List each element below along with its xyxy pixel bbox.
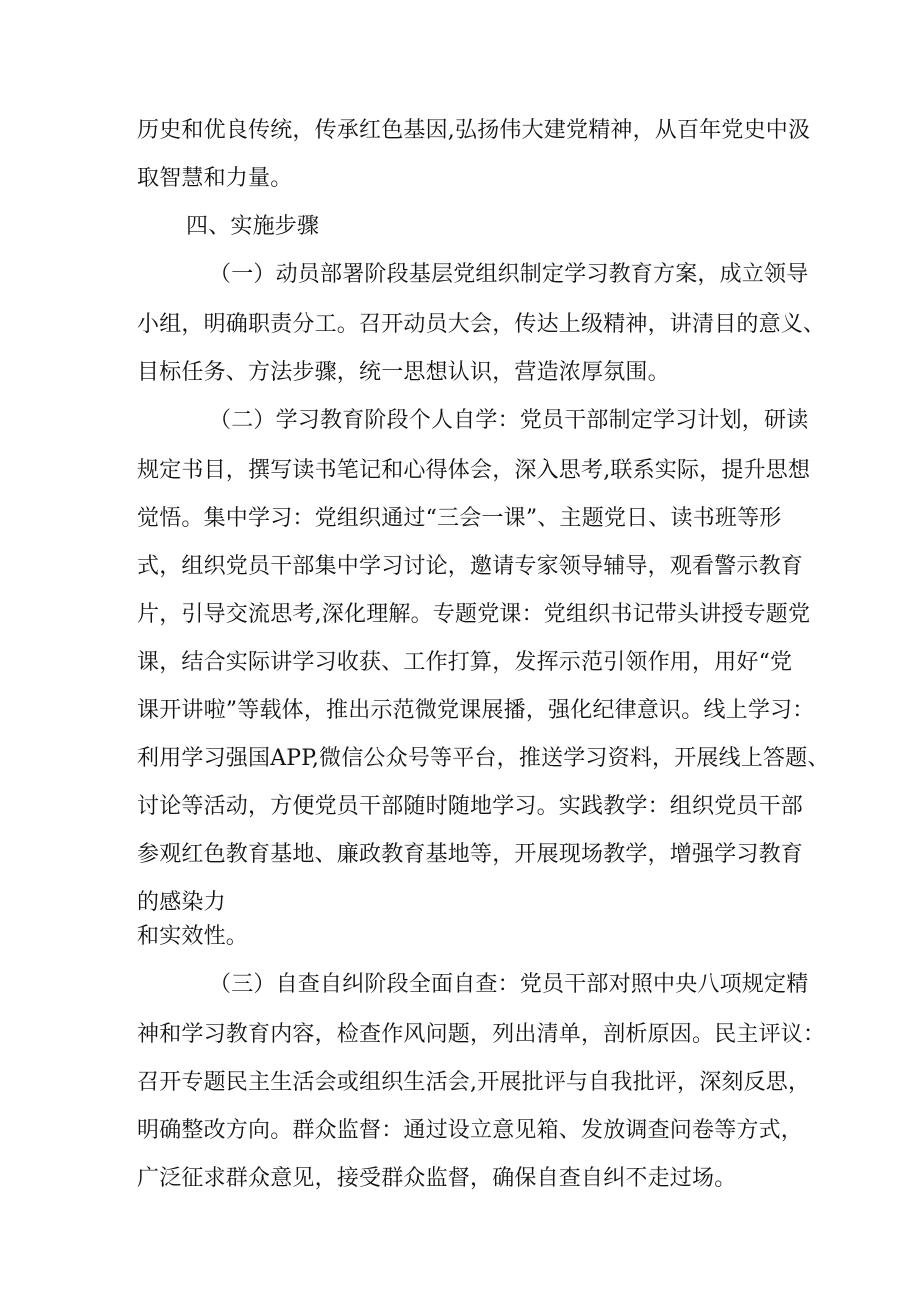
paragraph-line: 参观红色教育基地、廉政教育基地等，开展现场教学，增强学习教育 [137, 842, 804, 867]
paragraph-line: 利用学习强国APP,微信公众号等平台，推送学习资料，开展线上答题、 [137, 746, 830, 771]
paragraph-line: 讨论等活动，方便党员干部随时随地学习。实践教学：组织党员干部 [137, 794, 804, 819]
paragraph-line: 目标任务、方法步骤，统一思想认识，营造浓厚氛围。 [137, 360, 670, 385]
paragraph-line: 召开专题民主生活会或组织生活会,开展批评与自我批评，深刻反思， [137, 1070, 811, 1095]
paragraph-line: 片，引导交流思考,深化理解。专题党课：党组织书记带头讲授专题党 [137, 602, 811, 627]
paragraph-line: 式，组织党员干部集中学习讨论，邀请专家领导辅导，观看警示教育 [137, 554, 804, 579]
paragraph-line: 觉悟。集中学习：党组织通过“三会一课”、主题党日、读书班等形 [137, 506, 782, 531]
paragraph-line: 课开讲啦”等载体，推出示范微党课展播，强化纪律意识。线上学习： [137, 698, 815, 723]
paragraph-line: 课，结合实际讲学习收获、工作打算，发挥示范引领作用，用好“党 [137, 650, 793, 675]
paragraph-line: 规定书目，撰写读书笔记和心得体会，深入思考,联系实际，提升思想 [137, 458, 811, 483]
paragraph-line: 历史和优良传统，传承红色基因,弘扬伟大建党精神，从百年党史中汲 [137, 118, 811, 143]
paragraph-line: 小组，明确职责分工。召开动员大会，传达上级精神，讲清目的意义、 [137, 312, 826, 337]
paragraph-line: 取智慧和力量。 [137, 166, 293, 191]
section-heading: 四、实施步骤 [186, 214, 320, 239]
paragraph-line: （三）自查自纠阶段全面自查：党员干部对照中央八项规定精 [209, 972, 809, 997]
paragraph-line: （一）动员部署阶段基层党组织制定学习教育方案，成立领导 [209, 262, 809, 287]
paragraph-line: 和实效性。 [137, 924, 249, 949]
paragraph-line: （二）学习教育阶段个人自学：党员干部制定学习计划，研读 [209, 408, 809, 433]
paragraph-line: 的感染力 [137, 890, 226, 915]
paragraph-line: 明确整改方向。群众监督：通过设立意见箱、发放调查问卷等方式， [137, 1118, 804, 1143]
paragraph-line: 神和学习教育内容，检查作风问题，列出清单，剖析原因。民主评议： [137, 1022, 826, 1047]
paragraph-line: 广泛征求群众意见，接受群众监督，确保自查自纠不走过场。 [137, 1166, 737, 1191]
